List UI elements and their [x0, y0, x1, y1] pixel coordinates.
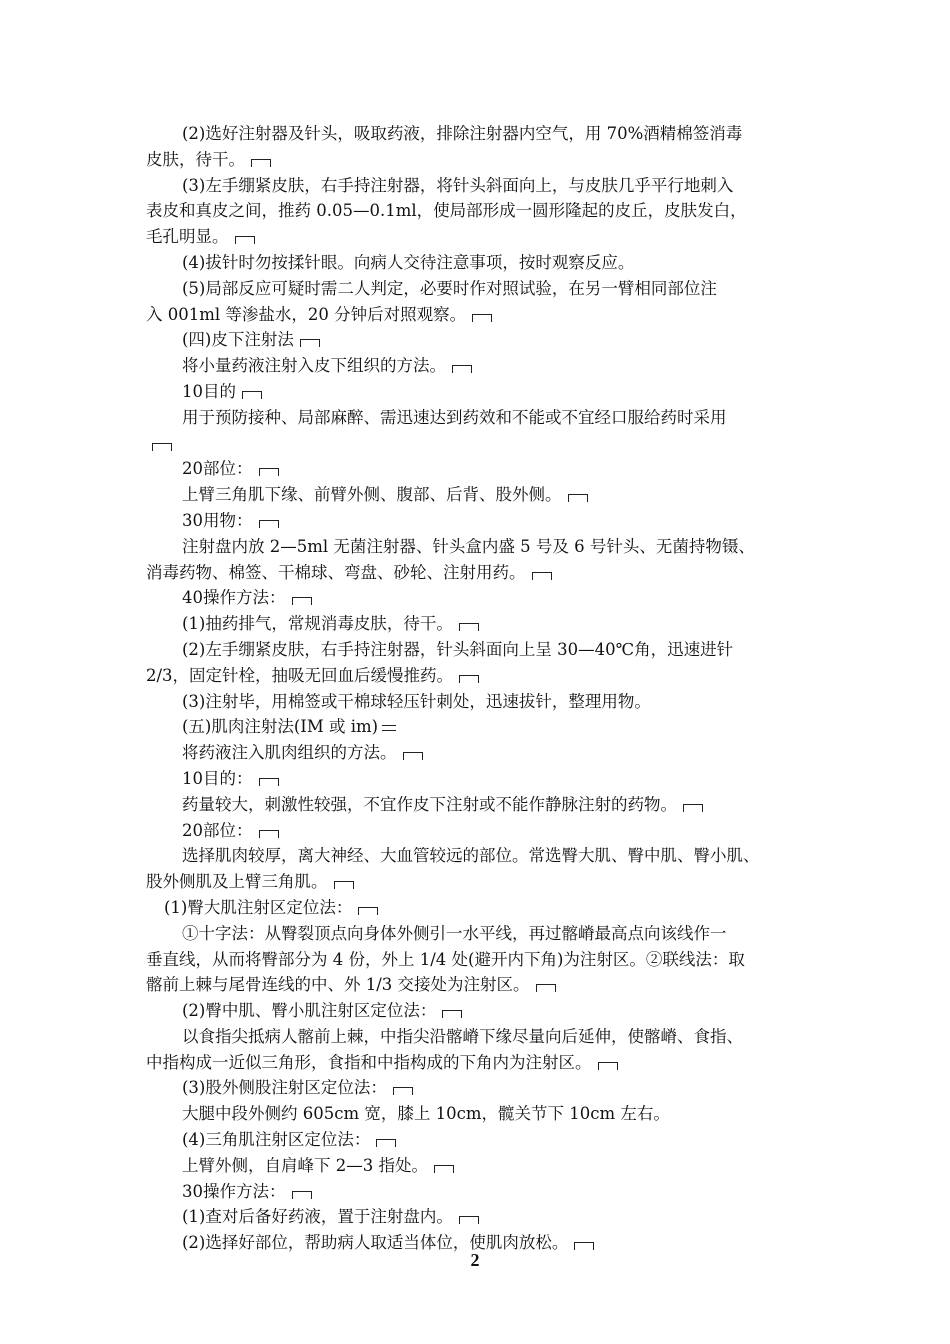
paragraph-mark-icon: [300, 339, 320, 347]
text-line: [146, 405, 810, 431]
text-line: [146, 947, 810, 973]
text-line: [146, 766, 810, 792]
paragraph-mark-icon: [459, 675, 479, 683]
paragraph-mark-icon: [434, 1165, 454, 1173]
document-body: [146, 121, 810, 1256]
line-text: 将药液注入肌肉组织的方法。: [182, 743, 397, 763]
line-text: (五)肌肉注射法(IM 或 im): [182, 717, 379, 737]
line-text: (2)选好注射器及针头，吸取药液，排除注射器内空气，用 70%酒精棉签消毒: [182, 124, 743, 143]
text-line: [146, 895, 810, 921]
line-text: (2)左手绷紧皮肤，右手持注射器，针头斜面向上呈 30—40℃角，迅速进针: [182, 639, 734, 659]
line-text: 中指构成一近似三角形，食指和中指构成的下角内为注射区。: [146, 1052, 592, 1072]
line-text: 入 001ml 等渗盐水，20 分钟后对照观察。: [146, 304, 467, 324]
text-line: [146, 689, 810, 715]
text-line: [146, 534, 810, 560]
text-line: [146, 327, 810, 353]
text-line: [146, 224, 810, 250]
text-line: [146, 508, 810, 534]
text-line: [146, 1050, 810, 1076]
line-text: (1)抽药排气，常规消毒皮肤，待干。: [182, 614, 453, 634]
line-text: 消毒药物、棉签、干棉球、弯盘、砂轮、注射用药。: [146, 562, 526, 582]
text-line: [146, 818, 810, 844]
text-line: [146, 379, 810, 405]
paragraph-mark-icon: [393, 1087, 413, 1095]
line-text: (4)三角肌注射区定位法：: [182, 1130, 371, 1150]
paragraph-mark-icon: [259, 520, 279, 528]
paragraph-mark-icon: [259, 468, 279, 476]
line-text: 30用物：: [182, 510, 253, 530]
paragraph-mark-icon: [442, 1010, 462, 1018]
text-line: [146, 714, 810, 740]
paragraph-mark-icon: [334, 881, 354, 889]
text-line: [146, 998, 810, 1024]
paragraph-mark-icon: [259, 830, 279, 838]
text-line: [146, 869, 810, 895]
paragraph-mark-icon: [242, 391, 262, 399]
line-text: 以食指尖抵病人髂前上棘，中指尖沿髂嵴下缘尽量向后延伸，使髂嵴、食指、: [182, 1026, 743, 1046]
text-line: [146, 431, 810, 457]
line-text: ①十字法：从臀裂顶点向身体外侧引一水平线，再过髂嵴最高点向该线作一: [182, 923, 727, 943]
line-text: 用于预防接种、局部麻醉、需迅速达到药效和不能或不宜经口服给药时采用: [182, 407, 727, 427]
paragraph-mark-icon: [403, 752, 423, 760]
line-text: 髂前上棘与尾骨连线的中、外 1/3 交接处为注射区。: [146, 975, 530, 995]
text-line: [146, 792, 810, 818]
paragraph-mark-icon: [292, 1191, 312, 1199]
line-text: 垂直线，从而将臀部分为 4 份，外上 1/4 处(避开内下角)为注射区。②联线法：取: [146, 949, 745, 969]
line-text: 40操作方法：: [182, 588, 286, 608]
text-line: [146, 456, 810, 482]
paragraph-mark-icon: [598, 1062, 618, 1070]
text-line: [146, 276, 810, 302]
text-line: [146, 663, 810, 689]
text-line: [146, 637, 810, 663]
text-line: [146, 1127, 810, 1153]
text-line: [146, 1153, 810, 1179]
text-line: [146, 147, 810, 173]
paragraph-mark-icon: [235, 236, 255, 244]
line-text: 上臂三角肌下缘、前臂外侧、腹部、后背、股外侧。: [182, 485, 562, 505]
line-text: 2/3，固定针栓，抽吸无回血后缓慢推药。: [146, 665, 454, 685]
line-text: 注射盘内放 2—5ml 无菌注射器、针头盒内盛 5 号及 6 号针头、无菌持物镊、: [182, 536, 755, 556]
page-number: 2: [470, 1250, 480, 1270]
text-line: [146, 353, 810, 379]
text-line: [146, 560, 810, 586]
text-line: [146, 585, 810, 611]
line-text: (1)臀大肌注射区定位法：: [164, 897, 353, 917]
line-text: (3)左手绷紧皮肤，右手持注射器，将针头斜面向上，与皮肤几乎平行地刺入: [182, 175, 734, 195]
text-line: [146, 1075, 810, 1101]
text-line: [146, 740, 810, 766]
paragraph-mark-icon: [532, 572, 552, 580]
text-line: [146, 1179, 810, 1205]
text-line: [146, 173, 810, 199]
text-line: [146, 482, 810, 508]
line-text: 将小量药液注射入皮下组织的方法。: [182, 356, 446, 376]
paragraph-mark-icon: [376, 1139, 396, 1147]
paragraph-mark-icon: [358, 907, 378, 915]
paragraph-mark-icon: [251, 159, 271, 167]
line-text: 20部位：: [182, 459, 253, 479]
line-text: (3)注射毕，用棉签或干棉球轻压针刺处，迅速拔针，整理用物。: [182, 691, 651, 711]
line-text: 表皮和真皮之间，推药 0.05—0.1ml，使局部形成一圆形隆起的皮丘，皮肤发白，: [146, 201, 747, 221]
line-text: 药量较大，刺激性较强，不宜作皮下注射或不能作静脉注射的药物。: [182, 794, 677, 814]
line-text: (4)拔针时勿按揉针眼。向病人交待注意事项，按时观察反应。: [182, 252, 635, 272]
line-text: (2)臀中肌、臀小肌注射区定位法：: [182, 1001, 437, 1021]
line-text: 30操作方法：: [182, 1181, 286, 1201]
line-text: 10目的: [182, 381, 236, 401]
paragraph-mark-icon: [452, 365, 472, 373]
line-text: (3)股外侧股注射区定位法：: [182, 1078, 387, 1098]
line-text: 上臂外侧，自肩峰下 2—3 指处。: [182, 1155, 428, 1175]
paragraph-mark-icon: [259, 778, 279, 786]
text-line: [146, 302, 810, 328]
text-line: [146, 972, 810, 998]
line-text: (5)局部反应可疑时需二人判定，必要时作对照试验，在另一臂相同部位注: [182, 278, 717, 298]
paragraph-mark-icon: [683, 804, 703, 812]
line-text: 大腿中段外侧约 605cm 宽，膝上 10cm，髋关节下 10cm 左右。: [182, 1104, 670, 1124]
paragraph-mark-icon: [152, 443, 172, 451]
text-line: [146, 611, 810, 637]
paragraph-mark-icon: [459, 623, 479, 631]
paragraph-mark-icon: [382, 725, 396, 731]
paragraph-mark-icon: [459, 1216, 479, 1224]
line-text: (2)选择好部位，帮助病人取适当体位，使肌肉放松。: [182, 1233, 569, 1253]
line-text: 股外侧肌及上臂三角肌。: [146, 872, 328, 892]
text-line: [146, 843, 810, 869]
line-text: 毛孔明显。: [146, 227, 229, 247]
text-line: [146, 250, 810, 276]
text-line: [146, 198, 810, 224]
line-text: 20部位：: [182, 820, 253, 840]
line-text: 选择肌肉较厚，离大神经、大血管较远的部位。常选臀大肌、臀中肌、臀小肌、: [182, 846, 760, 866]
text-line: [146, 921, 810, 947]
paragraph-mark-icon: [292, 597, 312, 605]
paragraph-mark-icon: [568, 494, 588, 502]
text-line: [146, 121, 810, 147]
line-text: 10目的：: [182, 768, 253, 788]
line-text: (四)皮下注射法: [182, 330, 294, 350]
paragraph-mark-icon: [536, 984, 556, 992]
text-line: [146, 1204, 810, 1230]
paragraph-mark-icon: [472, 314, 492, 322]
line-text: (1)查对后备好药液，置于注射盘内。: [182, 1207, 453, 1227]
text-line: [146, 1024, 810, 1050]
text-line: [146, 1101, 810, 1127]
line-text: 皮肤，待干。: [146, 149, 245, 169]
